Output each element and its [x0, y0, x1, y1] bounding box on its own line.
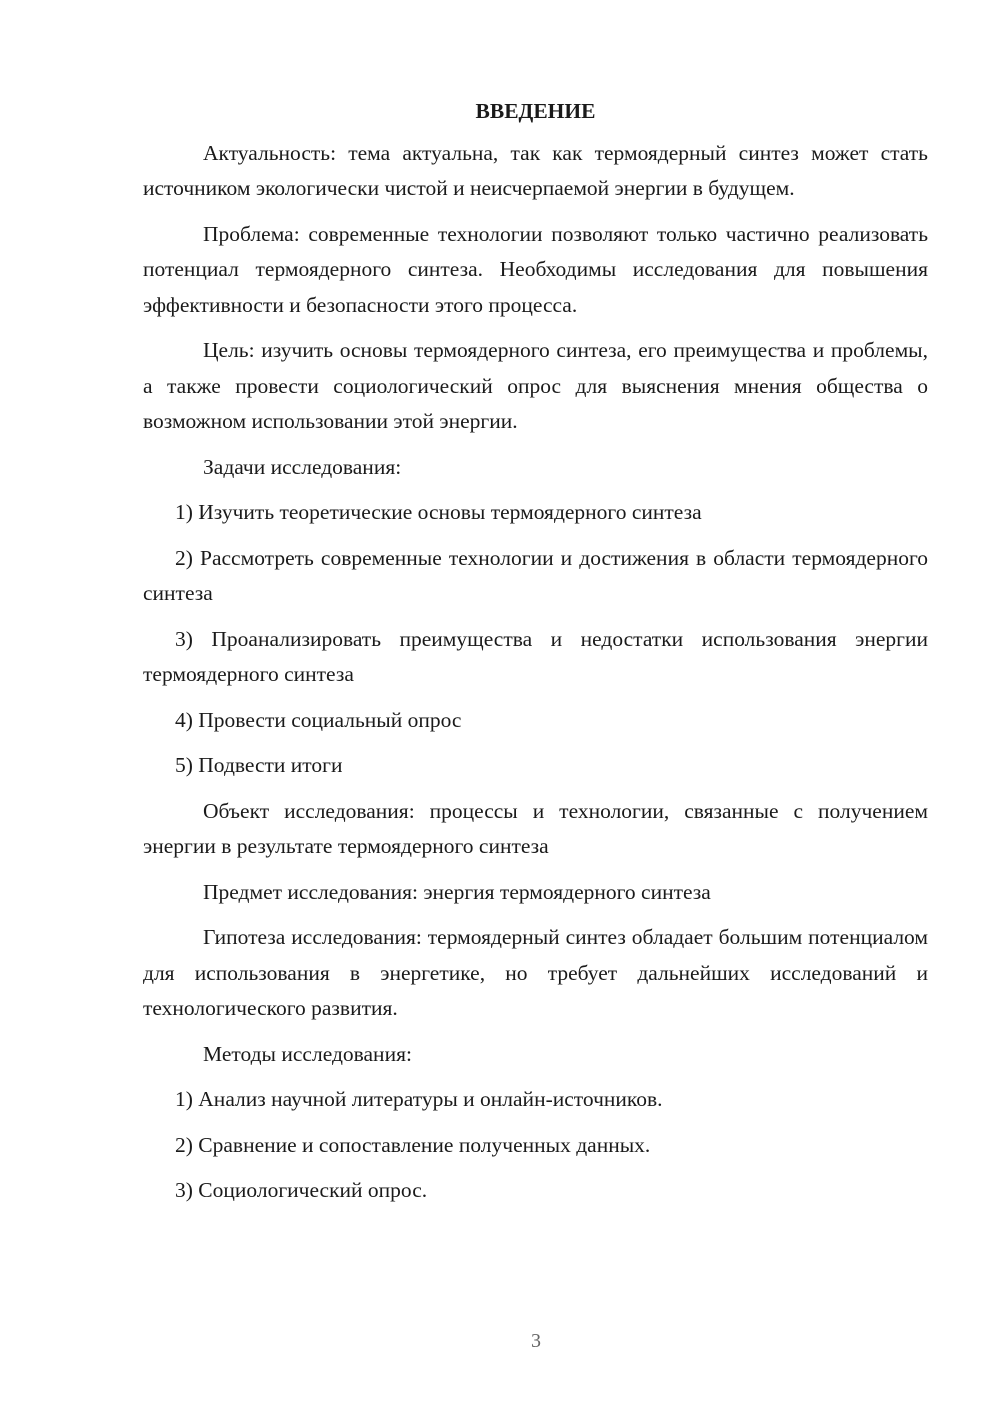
paragraph-relevance: Актуальность: тема актуальна, так как термоядерный синтез может стать источником экологически чистой и неисчерпаемой энергии в будущем. [143, 140, 928, 200]
page-title: ВВЕДЕНИЕ [475, 99, 596, 123]
paragraph-goal: Цель: изучить основы термоядерного синтеза, его преимущества и проблемы, а также провести социологический опрос для выяснения мнения общества о возможном использовании этой энергии. [143, 338, 928, 433]
method-item-1: 1) Анализ научной литературы и онлайн-источников. [175, 1087, 663, 1111]
method-item-3: 3) Социологический опрос. [175, 1178, 428, 1202]
task-item-3: 3) Проанализировать преимущества и недостатки использования энергии термоядерного синтеза [143, 626, 928, 686]
task-item-5: 5) Подвести итоги [175, 753, 343, 777]
paragraph-subject: Предмет исследования: энергия термоядерного синтеза [203, 879, 711, 904]
paragraph-hypothesis: Гипотеза исследования: термоядерный синтез обладает большим потенциалом для использования в энергетике, но требует дальнейших исследований и технологического развития. [143, 925, 928, 1020]
task-item-4: 4) Провести социальный опрос [175, 707, 462, 732]
methods-heading: Методы исследования: [203, 1041, 412, 1066]
task-item-2: 2) Рассмотреть современные технологии и достижения в области термоядерного синтеза [143, 545, 928, 605]
task-item-1: 1) Изучить теоретические основы термоядерного синтеза [175, 500, 702, 524]
page-content [143, 94, 928, 1219]
tasks-heading: Задачи исследования: [203, 454, 402, 479]
method-item-2: 2) Сравнение и сопоставление полученных данных. [175, 1132, 651, 1157]
paragraph-problem: Проблема: современные технологии позволяют только частично реализовать потенциал термоядерного синтеза. Необходимы исследования для повышения эффективности и безопасности этого процесса. [143, 221, 928, 317]
paragraph-object: Объект исследования: процессы и технологии, связанные с получением энергии в результате термоядерного синтеза [143, 798, 928, 858]
page-number: 3 [531, 1330, 541, 1352]
